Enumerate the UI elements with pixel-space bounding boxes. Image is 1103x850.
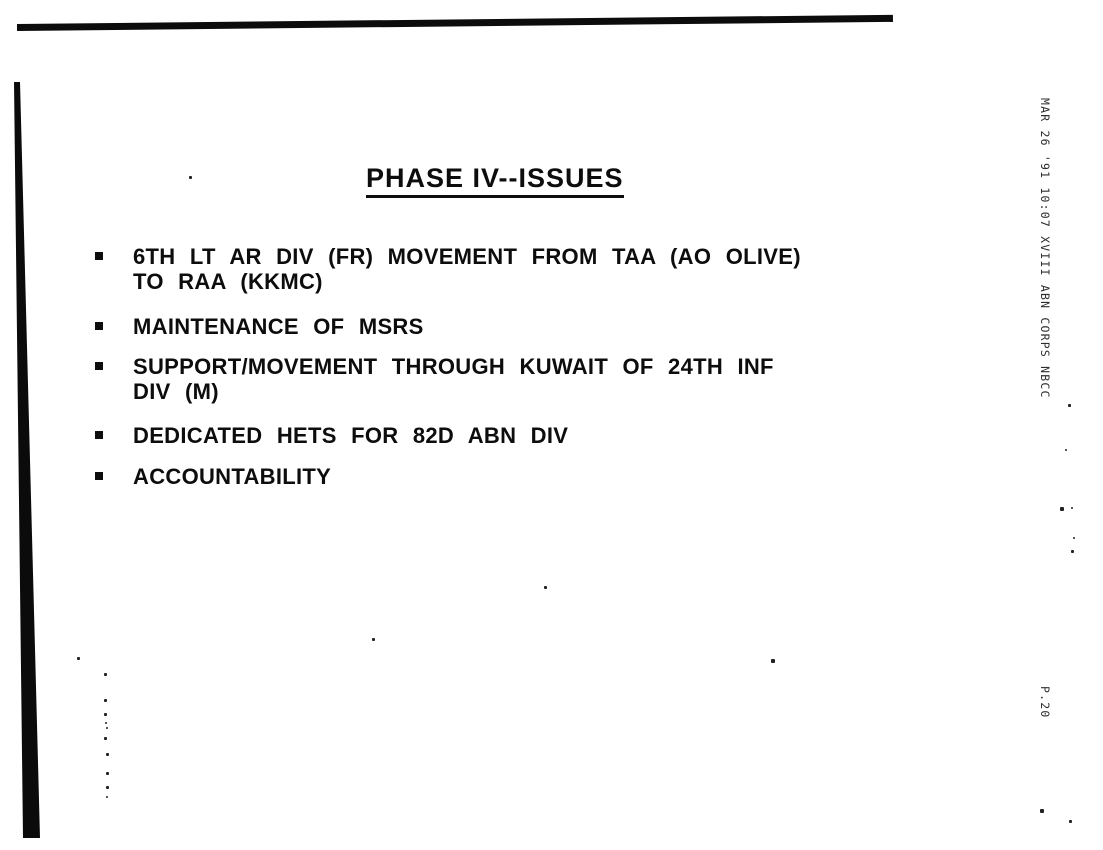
fax-page-number: P.20 <box>1038 686 1052 719</box>
bullet-square-icon <box>95 431 103 439</box>
scan-artifact-dot <box>106 753 109 756</box>
bullet-square-icon <box>95 322 103 330</box>
scan-artifact-dot <box>544 586 547 589</box>
scan-artifact-dot <box>104 713 107 716</box>
page-title: PHASE IV--ISSUES <box>366 163 624 198</box>
scan-artifact-dot <box>1071 550 1074 553</box>
bullet-item <box>95 464 835 489</box>
bullet-item <box>95 314 835 339</box>
scan-artifact-dot <box>106 727 108 729</box>
scan-artifact-dot <box>189 176 192 179</box>
scan-artifact-dot <box>104 673 107 676</box>
bullet-text: ACCOUNTABILITY <box>133 464 332 489</box>
scan-artifact-dot <box>106 772 109 775</box>
bullet-item <box>95 354 835 404</box>
bullet-item <box>95 244 835 294</box>
top-rule <box>17 15 893 31</box>
scan-artifact-dot <box>771 659 775 663</box>
bullet-square-icon <box>95 362 103 370</box>
scan-artifact-dot <box>1065 449 1067 451</box>
bullet-text: 6TH LT AR DIV (FR) MOVEMENT FROM TAA (AO OLIVE) TO RAA (KKMC) <box>133 244 801 294</box>
scan-artifact-dot <box>104 699 107 702</box>
fax-timestamp: MAR 26 '91 10:07 XVIII ABN CORPS NBCC <box>1038 98 1052 399</box>
scan-artifact-dot <box>372 638 375 641</box>
scan-artifact-dot <box>106 786 109 789</box>
bullet-text: DEDICATED HETS FOR 82D ABN DIV <box>133 423 569 448</box>
scan-artifact-dot <box>1068 404 1071 407</box>
scan-artifact-dot <box>1073 537 1075 539</box>
scan-artifact-dot <box>105 722 107 724</box>
scan-artifact-dot <box>77 657 80 660</box>
scan-artifact-dot <box>104 737 107 740</box>
bullet-text: MAINTENANCE OF MSRS <box>133 314 424 339</box>
bullet-square-icon <box>95 252 103 260</box>
scan-artifact-dot <box>1040 809 1044 813</box>
scan-artifact-dot <box>1071 507 1073 509</box>
scan-artifact-dot <box>1069 820 1072 823</box>
scan-artifact-dot <box>106 796 108 798</box>
scan-artifact-dot <box>1060 507 1064 511</box>
bullet-text: SUPPORT/MOVEMENT THROUGH KUWAIT OF 24TH INF DIV (M) <box>133 354 774 404</box>
bullet-item <box>95 423 835 448</box>
bullet-square-icon <box>95 472 103 480</box>
